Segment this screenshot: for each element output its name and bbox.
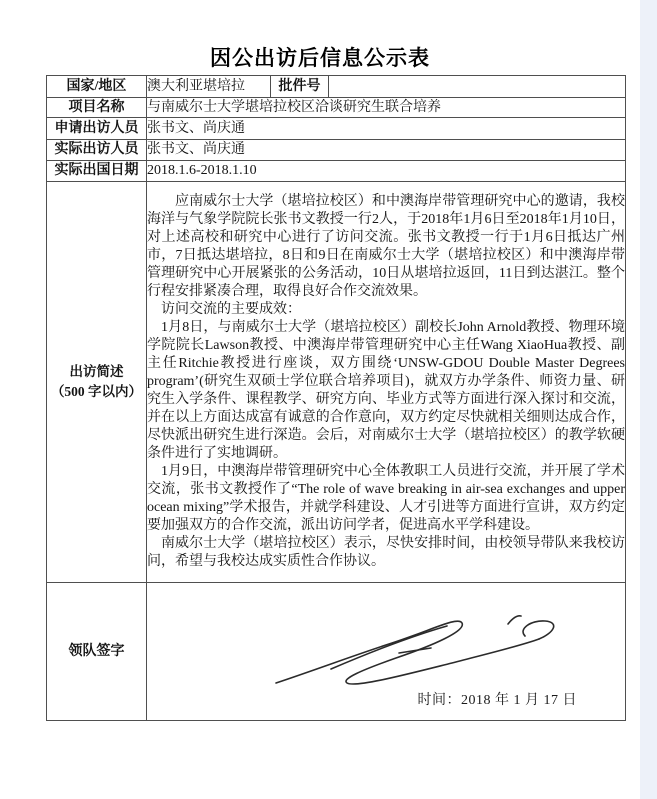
table-row bbox=[47, 161, 626, 182]
table-row bbox=[47, 583, 626, 721]
country-region-label: 国家/地区 bbox=[47, 76, 147, 98]
travel-dates-label: 实际出国日期 bbox=[47, 161, 147, 182]
actual-personnel-label: 实际出访人员 bbox=[47, 140, 147, 161]
summary-paragraph: 1月9日，中澳海岸带管理研究中心全体教职工人员进行交流，并开展了学术交流，张书文教授作了“The role of wave breaking in air-sea exchanges and upper ocean mixing”学术报告，并就学科建设、人才引进等方面进行宣讲，双方约定要加强双方的合作交流，派出访问学者，促进高水平学科建设。 bbox=[147, 464, 625, 533]
signature-date: 时间：2018 年 1 月 17 日 bbox=[417, 693, 577, 708]
summary-paragraph: 应南威尔士大学（堪培拉校区）和中澳海岸带管理研究中心的邀请，我校海洋与气象学院院长张书文教授一行2人，于2018年1月6日至2018年1月10日，对上述高校和研究中心进行了访问交流。张书文教授一行于1月6日抵达广州市，7日抵达堪培拉，8日和9日在南威尔士大学（堪培拉校区）和中澳海岸带管理研究中心开展紧张的公务活动，10日从堪培拉返回，11日到达湛江。整个行程安排紧凑合理，取得良好合作交流效果。 bbox=[147, 194, 625, 299]
summary-label-line2: （500 字以内） bbox=[50, 384, 143, 399]
project-name-value: 与南威尔士大学堪培拉校区洽谈研究生联合培养 bbox=[147, 98, 626, 118]
summary-label-line1: 出访简述 bbox=[69, 364, 124, 379]
summary-paragraph: 1月8日，与南威尔士大学（堪培拉校区）副校长John Arnold教授、物理环境学院院长Lawson教授、中澳海岸带管理研究中心主任Wang XiaoHua教授、副主任Ritchie教授进行座谈，双方围绕‘UNSW-GDOU Double Master Degrees program’(研究生双硕士学位联合培养项目)，就双方办学条件、师资力量、研究生入学条件、课程教学、研究方向、毕业方式等方面进行深入探讨和交流，并在以上方面达成富有诚意的合作意向，双方约定尽快就相关细则达成合作，尽快派出研究生进行深造。会后，对南威尔士大学（堪培拉校区）的教学软硬条件进行了实地调研。 bbox=[147, 320, 625, 461]
leader-signature-label: 领队签字 bbox=[47, 583, 147, 721]
table-row bbox=[47, 98, 626, 118]
applicants-value: 张书文、尚庆通 bbox=[147, 118, 626, 140]
actual-personnel-value: 张书文、尚庆通 bbox=[147, 140, 626, 161]
table-row bbox=[47, 140, 626, 161]
page-title: 因公出访后信息公示表 bbox=[210, 46, 430, 70]
project-name-label: 项目名称 bbox=[47, 98, 147, 118]
table-row bbox=[47, 182, 626, 583]
approval-number-value bbox=[329, 76, 626, 98]
scan-edge-strip bbox=[640, 0, 657, 799]
summary-content bbox=[147, 182, 626, 583]
signature-cell bbox=[147, 583, 626, 721]
table-row bbox=[47, 118, 626, 140]
summary-paragraph: 访问交流的主要成效： bbox=[161, 302, 301, 317]
summary-label bbox=[47, 182, 147, 583]
visit-disclosure-table bbox=[46, 75, 626, 721]
summary-paragraph: 南威尔士大学（堪培拉校区）表示，尽快安排时间，由校领导带队来我校访问，希望与我校达成实质性合作协议。 bbox=[147, 536, 625, 569]
travel-dates-value: 2018.1.6-2018.1.10 bbox=[147, 161, 626, 182]
country-region-value: 澳大利亚堪培拉 bbox=[147, 76, 271, 98]
table-row bbox=[47, 76, 626, 98]
applicants-label: 申请出访人员 bbox=[47, 118, 147, 140]
approval-number-label: 批件号 bbox=[271, 76, 329, 98]
